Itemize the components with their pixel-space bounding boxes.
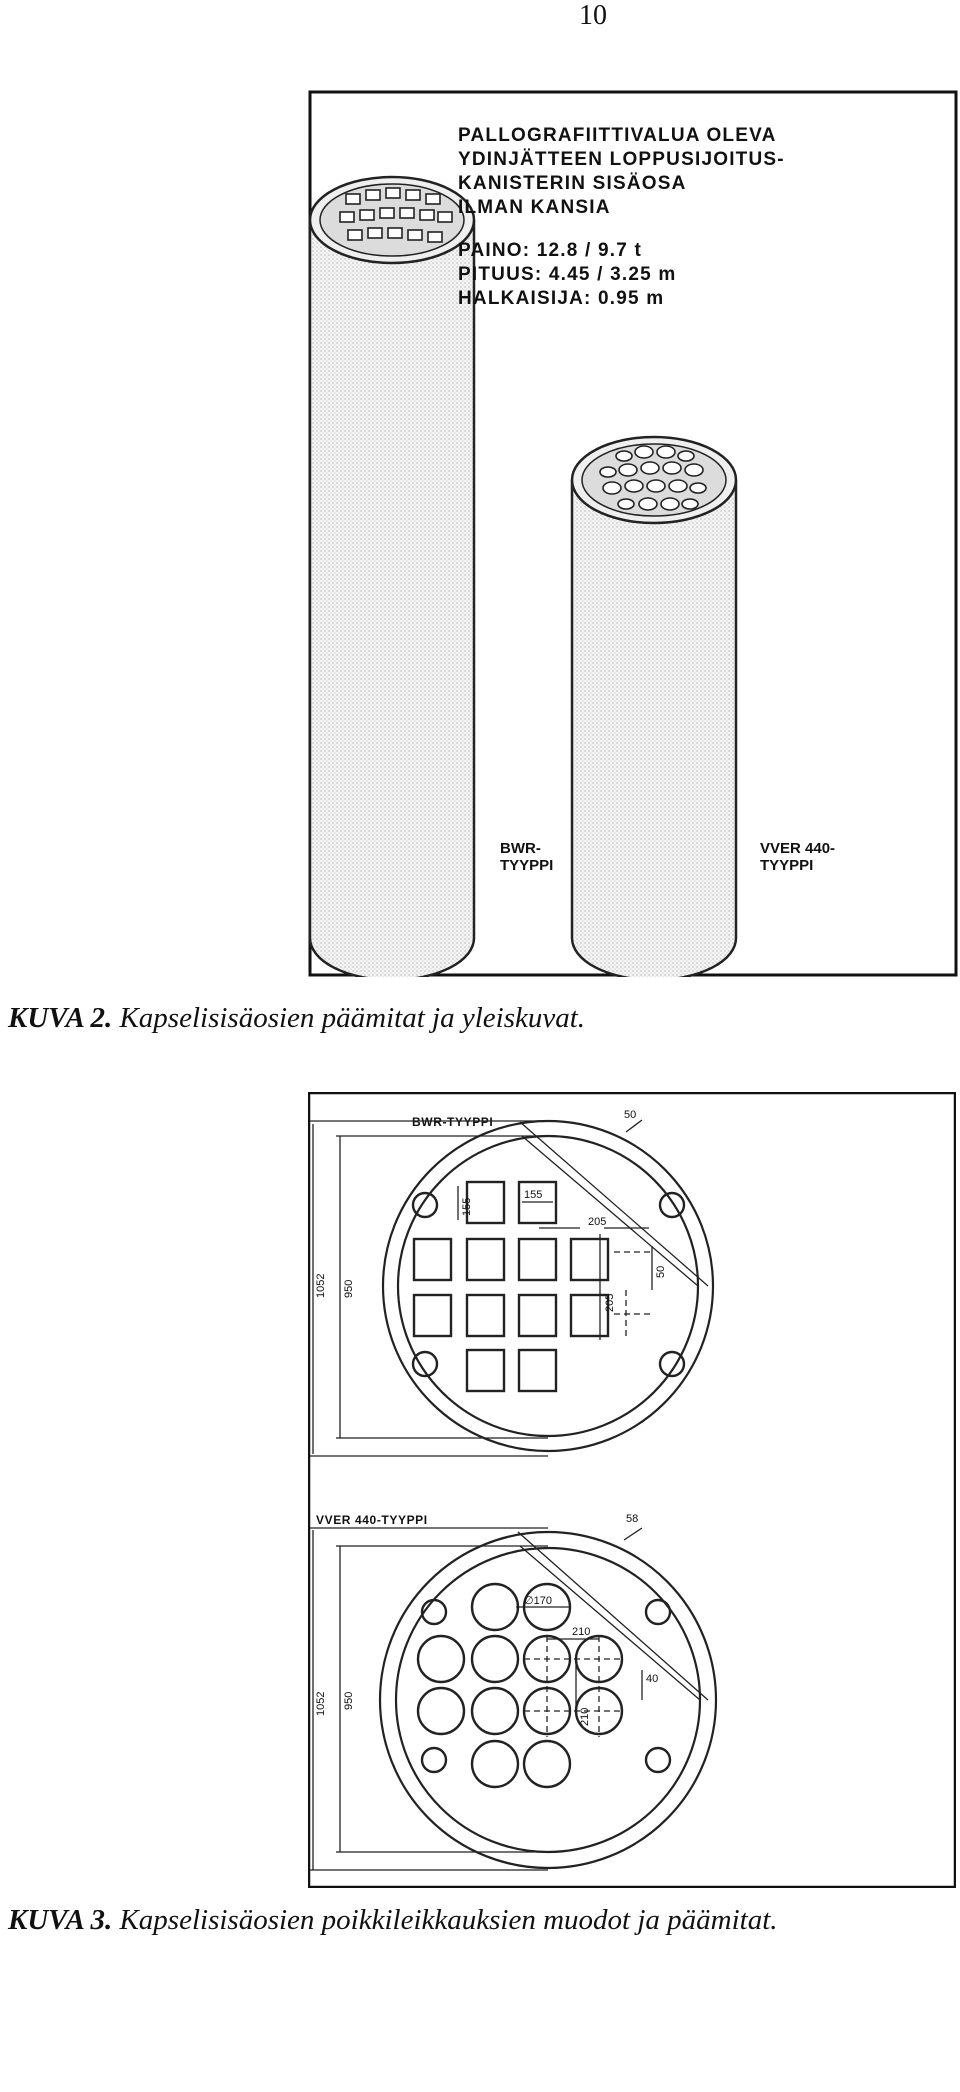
svg-text:YDINJÄTTEEN LOPPUSIJOITUS-: YDINJÄTTEEN LOPPUSIJOITUS-	[458, 149, 785, 170]
bwr-dim-pitch-horizontal: 205	[588, 1216, 607, 1228]
bwr-dim-inner: 950	[343, 1279, 355, 1298]
vver-dim-inner: 950	[343, 1691, 355, 1710]
figure2-frame	[308, 90, 958, 977]
bwr-canister-drawing	[310, 177, 474, 977]
bwr-section-title: BWR-TYYPPI	[412, 1115, 494, 1129]
vver-dim-pitch-vertical: 210	[579, 1707, 591, 1726]
vver-dim-outer: 1052	[315, 1691, 327, 1716]
svg-text:VVER 440-: VVER 440-	[760, 840, 836, 857]
figure3-caption-text: Kapselisisäosien poikkileikkauksien muodot ja päämitat.	[119, 1904, 778, 1936]
figure2-caption	[8, 1002, 585, 1035]
vver-dim-wall: 58	[626, 1513, 639, 1525]
svg-text:BWR-: BWR-	[500, 840, 541, 857]
bwr-dim-square-width: 155	[524, 1189, 543, 1201]
bwr-dim-pitch-vertical: 205	[604, 1293, 616, 1312]
svg-text:TYYPPI: TYYPPI	[500, 857, 554, 874]
svg-text:PALLOGRAFIITTIVALUA OLEVA: PALLOGRAFIITTIVALUA OLEVA	[458, 125, 777, 146]
svg-text:TYYPPI: TYYPPI	[760, 857, 814, 874]
figure2-caption-text: Kapselisisäosien päämitat ja yleiskuvat.	[119, 1002, 586, 1034]
figure3-frame	[308, 1092, 956, 1888]
svg-text:ILMAN KANSIA: ILMAN KANSIA	[458, 197, 611, 218]
figure3-caption	[8, 1904, 778, 1937]
bwr-dim-gap: 50	[655, 1265, 667, 1278]
figure2-caption-label: KUVA 2.	[8, 1002, 113, 1034]
vver-dim-hole-diameter: ∅170	[524, 1595, 552, 1607]
svg-text:PAINO: 12.8 / 9.7 t: PAINO: 12.8 / 9.7 t	[458, 240, 643, 261]
vver-section-title: VVER 440-TYYPPI	[316, 1513, 428, 1527]
page-number: 10	[579, 0, 607, 31]
svg-text:PITUUS: 4.45 / 3.25 m: PITUUS: 4.45 / 3.25 m	[458, 264, 677, 285]
bwr-dim-square-height: 155	[461, 1197, 473, 1216]
vver-dim-gap: 40	[646, 1673, 659, 1685]
vver-dim-pitch-horizontal: 210	[572, 1626, 591, 1638]
bwr-dim-wall: 50	[624, 1109, 637, 1121]
figure3-caption-label: KUVA 3.	[8, 1904, 113, 1936]
bwr-dim-outer: 1052	[315, 1273, 327, 1298]
vver-canister-drawing	[572, 437, 736, 977]
svg-text:HALKAISIJA: 0.95 m: HALKAISIJA: 0.95 m	[458, 288, 665, 309]
svg-text:KANISTERIN SISÄOSA: KANISTERIN SISÄOSA	[458, 173, 687, 194]
